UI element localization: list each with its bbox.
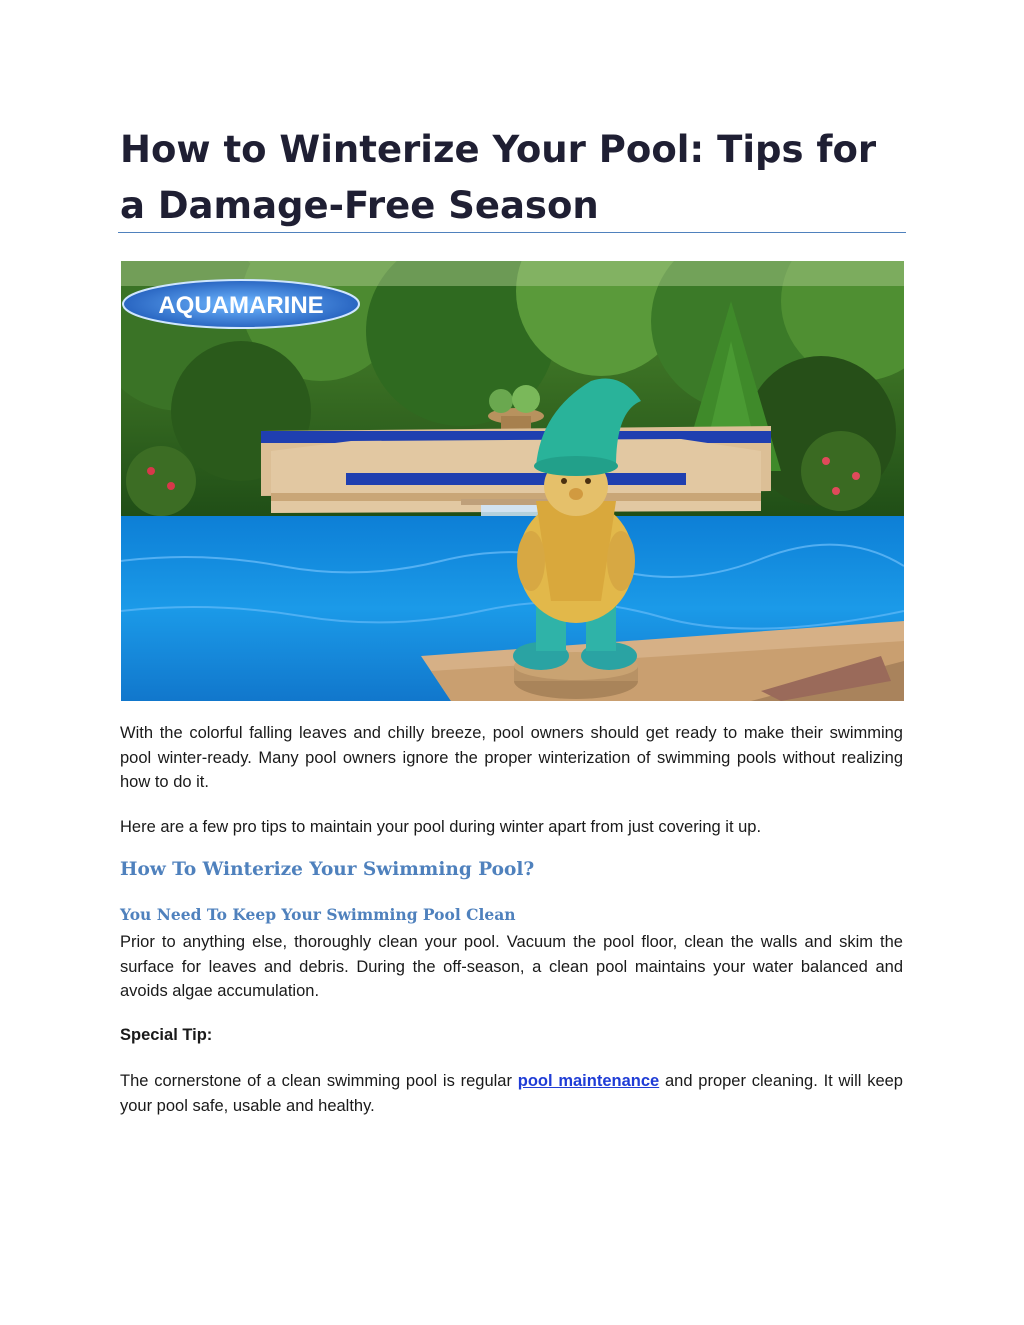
section-paragraph: Prior to anything else, thoroughly clean your pool. Vacuum the pool floor, clean the walls and skim the surface for leaves and debris. During the off-season, a clean pool maintains your water balanced and avoids algae accumulation. [120,933,903,1000]
intro-paragraph-1: With the colorful falling leaves and chilly breeze, pool owners should get ready to make their swimming pool winter-ready. Many pool owners ignore the proper winterization of swimming pools without realizing how to do it. [120,724,903,791]
tip-paragraph [120,1069,903,1118]
logo-text: AQUAMARINE [158,292,324,319]
tip-text-before: The cornerstone of a clean swimming pool is regular [120,1072,518,1090]
pool-maintenance-link[interactable]: pool maintenance [517,1072,660,1090]
hero-image [121,261,904,701]
special-tip-label: Special Tip: [120,1026,213,1044]
page-title: How to Winterize Your Pool: Tips for a Damage-Free Season [120,128,877,227]
section-heading: How To Winterize Your Swimming Pool? [120,859,535,880]
intro-paragraph-2: Here are a few pro tips to maintain your pool during winter apart from just covering it up. [120,818,762,836]
tip-text-after: and proper cleaning. It will keep your pool safe, usable and healthy. [120,1072,903,1115]
section-subheading: You Need To Keep Your Swimming Pool Clean [120,905,516,924]
title-divider [118,232,906,233]
